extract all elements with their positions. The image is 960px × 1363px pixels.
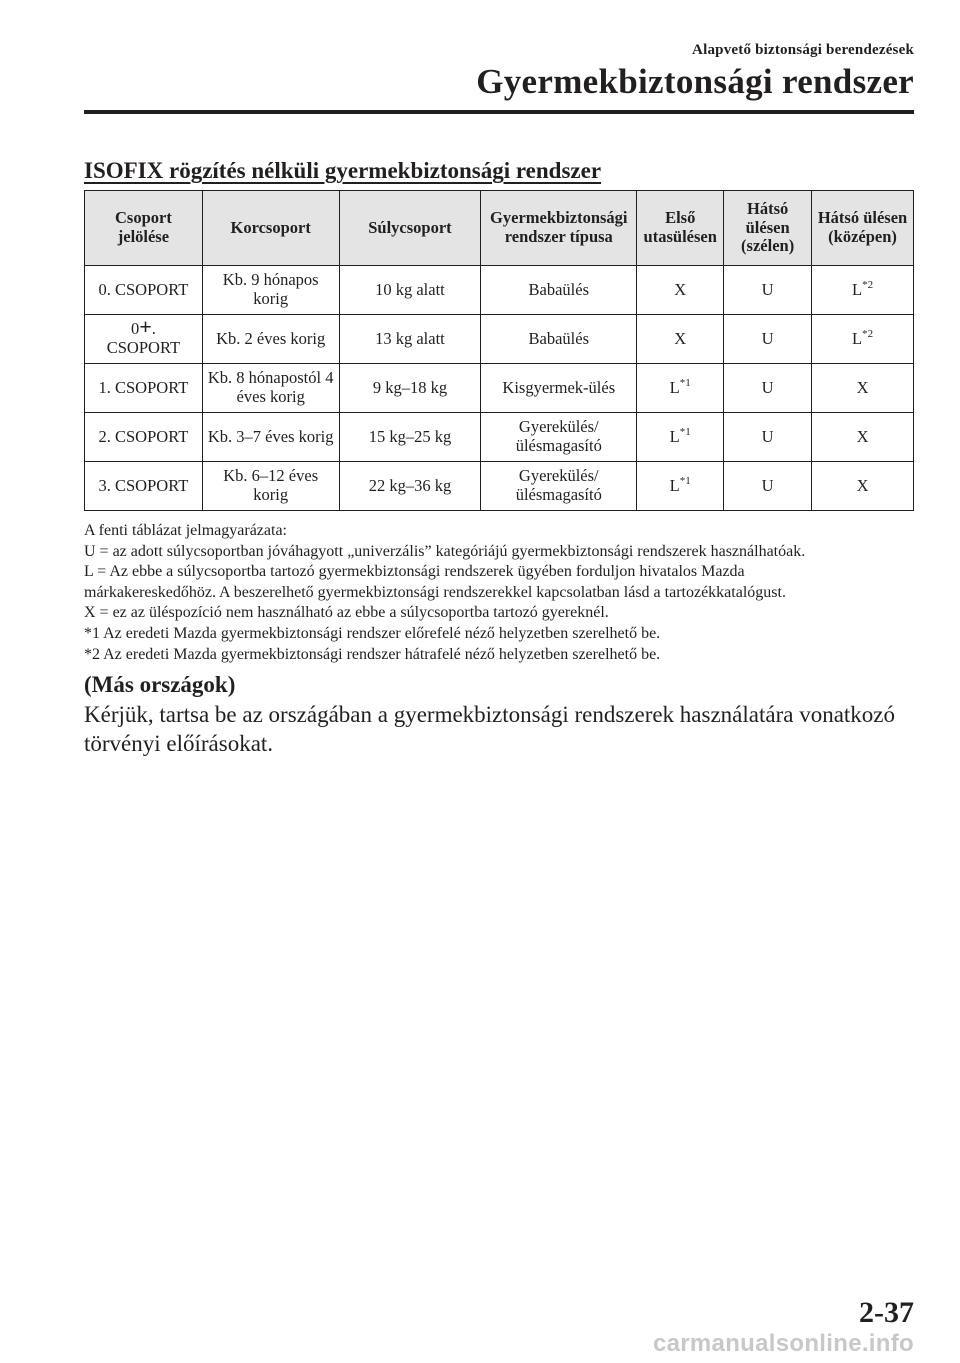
section-title: ISOFIX rögzítés nélküli gyermekbiztonsági rendszer <box>84 158 602 183</box>
rear-center-value: X <box>856 426 869 446</box>
col-header-front: Első utasülésen <box>637 191 724 266</box>
legend-line: L = Az ebbe a súlycsoportba tartozó gyermekbiztonsági rendszerek ügyében forduljon hivatalos Mazda <box>84 563 745 581</box>
other-countries-text: Kérjük, tartsa be az országában a gyermekbiztonsági rendszerek használatára vonatkozó törvényi előírásokat. <box>84 702 896 756</box>
table-row <box>85 266 914 315</box>
cell-rear-center <box>812 266 914 315</box>
chapter-title: Gyermekbiztonsági rendszer <box>476 62 914 101</box>
table-row <box>85 462 914 511</box>
legend-line: X = ez az üléspozíció nem használható az ebbe a súlycsoportba tartozó gyereknél. <box>84 604 609 622</box>
front-value: L <box>669 377 680 397</box>
legend-line: *1 Az eredeti Mazda gyermekbiztonsági rendszer előrefelé néző helyzetben szerelhető be. <box>84 624 661 642</box>
cell-type: Babaülés <box>481 315 637 364</box>
rear-center-value: L <box>851 328 863 348</box>
cell-rear-side: U <box>724 364 812 413</box>
cell-rear-center <box>812 315 914 364</box>
col-header-age: Korcsoport <box>202 191 339 266</box>
cell-group: 0. CSOPORT <box>85 266 203 315</box>
front-value: X <box>674 279 687 299</box>
cell-rear-center <box>812 364 914 413</box>
cell-weight: 13 kg alatt <box>339 315 481 364</box>
cell-front <box>637 266 724 315</box>
group-label: CSOPORT <box>106 338 181 357</box>
front-value: X <box>674 328 687 348</box>
legend-line: *2 Az eredeti Mazda gyermekbiztonsági rendszer hátrafelé néző helyzetben szerelhető be. <box>84 645 661 663</box>
cell-rear-center <box>812 462 914 511</box>
header-divider <box>84 110 914 114</box>
table-row <box>85 413 914 462</box>
cell-front <box>637 315 724 364</box>
rear-center-value: X <box>856 475 869 495</box>
cell-age: Kb. 8 hónapostól 4 éves korig <box>202 364 339 413</box>
cell-rear-center <box>812 413 914 462</box>
col-header-type: Gyermekbiztonsági rendszer típusa <box>481 191 637 266</box>
cell-group <box>85 315 203 364</box>
cell-type: Gyerekülés/ ülésmagasító <box>481 413 637 462</box>
child-seat-table <box>84 190 914 511</box>
cell-type: Gyerekülés/ ülésmagasító <box>481 462 637 511</box>
front-footnote: *1 <box>679 474 691 487</box>
front-value: L <box>669 426 680 446</box>
cell-age: Kb. 3–7 éves korig <box>202 413 339 462</box>
watermark: carmanualsonline.info <box>652 1330 914 1357</box>
other-countries-title: (Más országok) <box>84 672 236 697</box>
rear-center-footnote: *2 <box>862 278 874 291</box>
cell-age: Kb. 9 hónapos korig <box>202 266 339 315</box>
cell-weight: 22 kg–36 kg <box>339 462 481 511</box>
group-suffix: . <box>151 319 156 339</box>
legend-line: U = az adott súlycsoportban jóváhagyott „univerzális” kategóriájú gyermekbiztonsági rendszerek használhatóak. <box>84 542 806 560</box>
cell-group: 1. CSOPORT <box>85 364 203 413</box>
page-number: 2-37 <box>859 1296 914 1329</box>
rear-center-footnote: *2 <box>862 327 874 340</box>
front-value: L <box>669 475 680 495</box>
front-footnote: *1 <box>679 376 691 389</box>
table-legend <box>84 521 924 665</box>
cell-weight: 15 kg–25 kg <box>339 413 481 462</box>
cell-front <box>637 462 724 511</box>
col-header-rear-side: Hátsó ülésen (szélen) <box>724 191 812 266</box>
cell-weight: 9 kg–18 kg <box>339 364 481 413</box>
cell-weight: 10 kg alatt <box>339 266 481 315</box>
plus-icon: + <box>139 314 152 340</box>
rear-center-value: L <box>851 279 863 299</box>
cell-age: Kb. 6–12 éves korig <box>202 462 339 511</box>
table-row <box>85 315 914 364</box>
cell-front <box>637 364 724 413</box>
chapter-subtitle: Alapvető biztonsági berendezések <box>692 42 914 58</box>
legend-line: A fenti táblázat jelmagyarázata: <box>84 522 287 539</box>
cell-rear-side: U <box>724 462 812 511</box>
cell-rear-side: U <box>724 315 812 364</box>
front-footnote: *1 <box>679 425 691 438</box>
cell-group: 3. CSOPORT <box>85 462 203 511</box>
legend-line: márkakereskedőhöz. A beszerelhető gyermekbiztonsági rendszerekkel kapcsolatban lásd a tartozékkatalógust. <box>84 583 786 601</box>
col-header-rear-center: Hátsó ülésen (középen) <box>812 191 914 266</box>
cell-age: Kb. 2 éves korig <box>202 315 339 364</box>
cell-rear-side: U <box>724 413 812 462</box>
col-header-weight: Súlycsoport <box>339 191 481 266</box>
rear-center-value: X <box>856 377 869 397</box>
cell-type: Babaülés <box>481 266 637 315</box>
cell-type: Kisgyermek-ülés <box>481 364 637 413</box>
group-prefix: 0 <box>130 319 140 339</box>
cell-front <box>637 413 724 462</box>
cell-rear-side: U <box>724 266 812 315</box>
col-header-group: Csoport jelölése <box>85 191 203 266</box>
table-row <box>85 364 914 413</box>
table-header-row <box>85 191 914 266</box>
cell-group: 2. CSOPORT <box>85 413 203 462</box>
